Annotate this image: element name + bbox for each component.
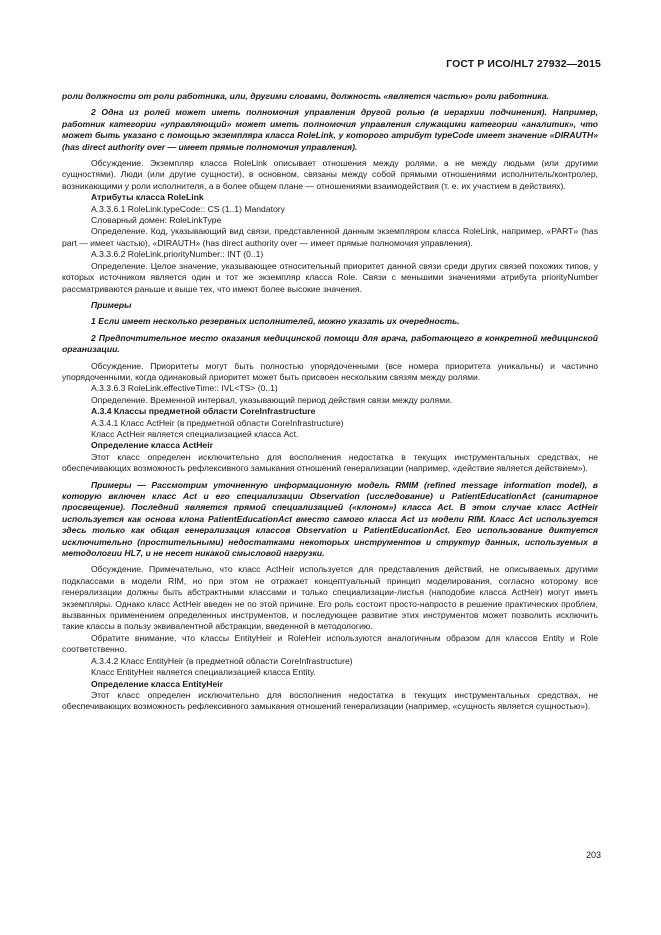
paragraph: Этот класс определен исключительно для восполнения недостатка в текущих инструментальных средствах, не обеспечивающих возможность рефлексивного замыкания отношений генерализации (например, «сущность является сущностью»). [62, 689, 598, 712]
paragraph: Определение. Код, указывающий вид связи, представленной данным экземпляром класса RoleLink, например, «PART» (has part — имеет частью), «DIRAUTH» (has direct authority over — имеет прямые полномочия управления). [62, 226, 598, 248]
paragraph: Этот класс определен исключительно для восполнения недостатка в текущих инструментальных средствах, не обеспечивающих возможность рефлексивного замыкания отношений генерализации (например, «действие является действием»). [62, 451, 598, 474]
paragraph: Определение. Целое значение, указывающее относительный приоритет данной связи среди других связей похожих типов, у которых источником является один и тот же экземпляр класса Role. Связи с меньшими значениями атрибута priorityNumber рассматриваются раньше и выше тех, что имеют более высокие значения. [62, 260, 598, 294]
paragraph: Определение. Временной интервал, указывающий период действия связи между ролями. [91, 394, 453, 405]
paragraph: Обсуждение. Приоритеты могут быть полностью упорядоченными (все номера приоритета уникальны) и частично упорядоченными, когда одинаковый приоритет может быть присвоен нескольким связям между ролями. [62, 360, 598, 382]
paragraph: 2 Одна из ролей может иметь полномочия управления другой ролью (в иерархии подчинения). Например, работник категории «управляющий» может иметь полномочия управления служащими категории «аналитик», что может быть указано с помощью экземпляра класса RoleLink, у которого атрибут typeCode имеет значение «DIRAUTH» (has direct authority over — имеет прямые полномочия управления). [62, 107, 598, 152]
paragraph: Словарный домен: RoleLinkType [91, 215, 222, 226]
document-body [62, 91, 598, 713]
paragraph: Примеры [91, 299, 132, 310]
paragraph: Примеры — Рассмотрим уточненную информационную модель RMIM (refined message information model), в которую включен класс Act и его специализации Observation (исследование) и PatientEducationAct (санитарное просвещение). Последний является прямой специализацией («клоном») класса Act. В этом случае класс ActHeir используется как основа клона PatientEducationAct вместо самого класса Act из модели RIM. Класс Act используется здесь только как общая генерализация классов Observation и PatientEducationAct. Его использование диктуется исключительно (простительными) недостатками некоторых инструментов и структур данных, используемых в методологии HL7, и не несет никакой смысловой нагрузки. [62, 479, 598, 559]
paragraph: Определение класса EntityHeir [91, 678, 223, 689]
page-number: 203 [585, 850, 601, 860]
paragraph: A.3.3.6.3 RoleLink.effectiveTime:: IVL<TS> (0..1) [91, 383, 278, 394]
paragraph: Класс ActHeir является специализацией класса Act. [91, 428, 299, 439]
paragraph: Обратите внимание, что классы EntityHeir и RoleHeir используются аналогичным образом для классов Entity и Role соответственно. [62, 632, 598, 655]
paragraph: Класс EntityHeir является специализацией класса Entity. [91, 667, 316, 678]
paragraph: Определение класса ActHeir [91, 440, 213, 451]
document-header: ГОСТ Р ИСО/HL7 27932—2015 [446, 58, 601, 70]
paragraph: 1 Если имеет несколько резервных исполнителей, можно указать их очередность. [91, 316, 460, 327]
paragraph: Атрибуты класса RoleLink [91, 192, 204, 203]
paragraph: A.3.4.2 Класс EntityHeir (в предметной области CoreInfrastructure) [91, 655, 353, 666]
paragraph: A.3.4.1 Класс ActHeir (в предметной области CoreInfrastructure) [91, 417, 344, 428]
paragraph: A.3.4 Классы предметной области CoreInfrastructure [91, 406, 316, 417]
paragraph: 2 Предпочтительное место оказания медицинской помощи для врача, работающего в конкретной медицинской организации. [62, 332, 598, 355]
paragraph: A.3.3.6.1 RoleLink.typeCode:: CS (1..1) Mandatory [91, 203, 285, 214]
paragraph: роли должности от роли работника, или, другими словами, должность «является частью» роли работника. [62, 91, 549, 101]
paragraph: Обсуждение. Примечательно, что класс ActHeir используется для представления действий, не описываемых другими подклассами в модели RIM, но при этом не отражает концептуальный принцип моделирования, согласно которому все генерализации должны быть абстрактными классами и только специализации-листья (наподобие класса ActHeir) могут иметь экземпляры. Однако класс ActHeir введен не по этой причине. Его роль состоит просто-напросто в решение практических проблем, вызванных применением определенных инструментов, и последующее развитие этих инструментов может позволить исключить такие классы в пользу эквивалентной абстракции, введенной в методологию. [62, 564, 598, 632]
paragraph: A.3.3.6.2 RoleLink.priorityNumber:: INT (0..1) [91, 249, 264, 260]
paragraph: Обсуждение. Экземпляр класса RoleLink описывает отношения между ролями, а не между людьми (или другими сущностями). Люди (или другие сущности), в основном, связаны между собой прямыми отношениями исполнитель/контролер, возникающими у роли исполнителя, а в более общем плане — отношениями взаимодействия (т. е. их участием в действиях). [62, 158, 598, 191]
